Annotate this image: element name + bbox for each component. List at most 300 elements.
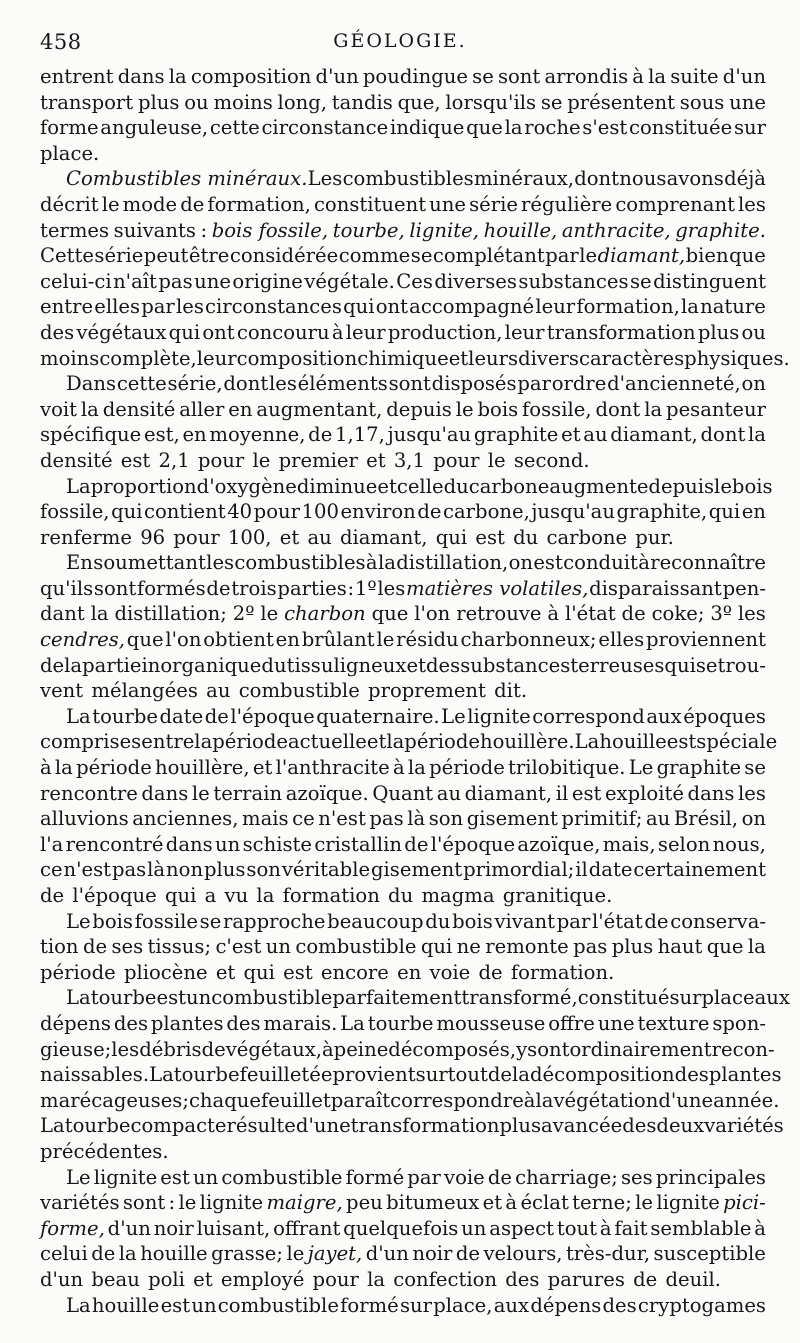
word: La (40, 1114, 65, 1138)
word: celle (396, 474, 444, 498)
word: plantes (150, 1011, 224, 1035)
word: conserva- (670, 909, 766, 933)
word: carbone, (443, 500, 530, 524)
word: la (367, 1267, 386, 1291)
word: Le (66, 1165, 91, 1189)
word: pour (312, 1267, 359, 1291)
word: la (90, 602, 109, 626)
word: la (118, 1242, 137, 1266)
text-line (40, 1190, 766, 1216)
text-line (40, 550, 766, 576)
word: transport (40, 90, 134, 114)
word: à (638, 551, 650, 575)
word: concouru (236, 320, 330, 344)
word: que (706, 935, 744, 959)
text-line (40, 1113, 784, 1139)
text-line (40, 832, 766, 858)
word: bois (731, 474, 773, 498)
word: l'on (165, 628, 202, 652)
word: la (681, 295, 699, 319)
text-line (40, 1062, 782, 1088)
page-number: 458 (40, 30, 82, 54)
word: des (505, 1267, 540, 1291)
word: parties (277, 576, 347, 600)
word: la (54, 756, 73, 780)
word: formation (282, 884, 380, 907)
word: retrouve (456, 602, 542, 626)
word: la (377, 551, 396, 575)
word: lignite (467, 704, 531, 728)
word: par (545, 244, 579, 268)
word: Cette (40, 244, 94, 268)
word: formation. (510, 960, 615, 984)
word: d'un (40, 1267, 84, 1291)
word: le (260, 602, 279, 626)
word: en (228, 397, 253, 421)
word: période (76, 756, 152, 780)
word: texture (637, 1011, 710, 1035)
word: transformé, (461, 986, 578, 1010)
word: 100 (301, 500, 339, 524)
word: qui (664, 653, 696, 677)
word: primordial; (463, 858, 575, 882)
word: son (428, 807, 464, 831)
word: circonstances (205, 295, 342, 319)
running-title: GÉOLOGIE. (333, 30, 467, 52)
word: circonstance (261, 116, 389, 140)
word: anciennes, (132, 807, 239, 831)
word: deux (656, 1114, 705, 1138)
word: l'a (40, 832, 64, 856)
text-line (40, 1037, 775, 1063)
word: bois (452, 909, 493, 933)
word: et (377, 474, 397, 498)
word: maigre, (266, 1191, 343, 1215)
word: à (365, 551, 378, 575)
word: les (175, 295, 204, 319)
word: correspondre (390, 1088, 524, 1112)
text-line (40, 294, 766, 320)
word: qui (168, 320, 201, 344)
word: transformation (546, 320, 696, 344)
word: La (66, 704, 91, 728)
word: nature (700, 295, 766, 319)
word: plus (697, 320, 740, 344)
word: de (206, 576, 231, 600)
word: est (283, 960, 313, 984)
word: jayet, (307, 1242, 363, 1266)
word: de (633, 1267, 658, 1291)
word: le (286, 1242, 305, 1266)
word: déjà (724, 167, 766, 191)
word: obtient (203, 628, 274, 652)
word: rencontre (40, 781, 138, 805)
word: un (461, 1216, 487, 1240)
word: beau (91, 1267, 140, 1291)
word: sont (388, 372, 431, 396)
word: anthracite, (561, 218, 671, 242)
word: pici- (723, 1191, 766, 1215)
word: son (246, 858, 281, 882)
word: entrent (40, 65, 114, 88)
word: l'époque (230, 704, 315, 728)
text-line (40, 678, 766, 704)
word: au (645, 807, 671, 831)
word: tourbe (64, 1114, 131, 1138)
word: se (540, 90, 563, 114)
word: noir (412, 1242, 453, 1266)
word: mousseuse (436, 1011, 546, 1035)
word: on (741, 372, 766, 396)
word: sur (733, 116, 766, 140)
word: en (741, 500, 766, 524)
word: 100, (227, 525, 272, 549)
word: diverses (434, 269, 517, 293)
word: bien (685, 244, 729, 268)
word: semblable (650, 1216, 752, 1240)
word: fait (614, 1216, 648, 1240)
word: un (191, 1293, 217, 1317)
word: termes (40, 218, 110, 242)
text-line (40, 704, 766, 730)
word: période (40, 960, 116, 984)
word: forme, (40, 1216, 105, 1240)
word: du (425, 909, 451, 933)
word: physiques. (684, 346, 790, 370)
word: végétale. (304, 269, 395, 293)
word: dans (687, 781, 735, 805)
word: brûlant (301, 628, 375, 652)
word: et (561, 423, 581, 447)
word: origine (232, 269, 303, 293)
text-line (40, 269, 766, 295)
text-line (40, 115, 766, 141)
word: remonte (485, 935, 569, 959)
word: époques (683, 704, 766, 728)
word: certainement (633, 858, 766, 882)
word: pour (197, 448, 245, 472)
word: la (535, 1088, 554, 1112)
word: graphite (656, 756, 742, 780)
word: du (261, 653, 287, 677)
text-line (40, 1139, 766, 1165)
word: paraît (330, 1088, 391, 1112)
word: on (741, 807, 766, 831)
word: aux (646, 704, 682, 728)
word: série, (167, 372, 223, 396)
word: combustibles (342, 167, 474, 191)
word: ou (184, 90, 209, 114)
word: naissables. (40, 1063, 150, 1087)
word: par (556, 909, 591, 933)
word: indique (389, 116, 465, 140)
word: cette (116, 372, 167, 396)
word: période (404, 730, 480, 754)
word: disparaissant (589, 576, 722, 600)
word: dit. (494, 679, 528, 703)
word: là (407, 807, 426, 831)
word: magma (421, 884, 495, 907)
word: minéraux, (473, 167, 574, 191)
word: La (66, 474, 91, 498)
word: est (120, 448, 151, 472)
word: houille (140, 1242, 208, 1266)
word: rapproche (222, 909, 326, 933)
word: densité (102, 397, 176, 421)
word: ce (292, 807, 315, 831)
word: houille (599, 730, 667, 754)
word: à (40, 756, 52, 780)
word: coke; (651, 602, 705, 626)
word: marécageuses; (40, 1088, 189, 1112)
word: spon- (712, 1011, 766, 1035)
word: variétés (40, 1191, 120, 1215)
word: par (141, 295, 175, 319)
word: diamant, (340, 525, 428, 549)
word: formé (345, 1165, 405, 1189)
word: principales (655, 1165, 766, 1189)
text-line (40, 64, 766, 90)
word: aller (179, 397, 225, 421)
word: végétation (553, 1088, 659, 1112)
word: dans (117, 65, 165, 88)
word: considérée (229, 244, 339, 268)
word: le (487, 448, 506, 472)
word: offrant (273, 1216, 341, 1240)
word: quaternaire. (316, 704, 440, 728)
word: long, (277, 90, 328, 114)
word: de (82, 935, 108, 959)
word: combustible (221, 1165, 343, 1189)
word: combustible (217, 1293, 339, 1317)
word: chaque (188, 1088, 261, 1112)
word: et (448, 346, 469, 370)
word: ligneux (333, 653, 407, 677)
word: aspect (489, 1216, 554, 1240)
word: En (66, 551, 93, 575)
word: d'une (295, 1114, 351, 1138)
word: elles (94, 295, 141, 319)
word: premier (278, 448, 358, 472)
word: houille, (483, 218, 558, 242)
word: tissu (286, 653, 334, 677)
word: pour (173, 525, 220, 549)
word: et (215, 960, 236, 984)
word: La (66, 1293, 91, 1317)
word: éléments (297, 372, 388, 396)
word: n'est (318, 807, 366, 831)
word: terne; (572, 1191, 632, 1215)
word: exploité (604, 781, 684, 805)
word: à (754, 1216, 766, 1240)
word: elles (598, 628, 645, 652)
word: compacte (130, 1114, 227, 1138)
word: les (377, 576, 406, 600)
text-line (40, 141, 766, 167)
word: avancée (541, 1114, 623, 1138)
word: date (159, 704, 204, 728)
word: un (265, 935, 291, 959)
word: des (40, 320, 75, 344)
word: ses (620, 1165, 653, 1189)
word: voie (444, 1165, 485, 1189)
word: alluvions (40, 807, 129, 831)
word: jusqu'au (531, 500, 615, 524)
word: a (204, 884, 217, 907)
word: dont (574, 167, 620, 191)
word: place. (40, 141, 100, 165)
word: Combustibles minéraux. (66, 167, 308, 191)
word: cristallin (314, 832, 402, 856)
word: comme (338, 244, 411, 268)
word: les (737, 602, 766, 626)
word: houillère. (480, 730, 575, 754)
word: rencontré (65, 832, 164, 856)
word: se (472, 65, 494, 88)
word: peu (346, 1191, 383, 1215)
word: des (226, 1011, 261, 1035)
word: de (180, 192, 205, 216)
word: la (648, 65, 667, 88)
text-line (40, 371, 766, 397)
word: inorganique (141, 653, 262, 677)
word: de (308, 423, 333, 447)
word: Le (441, 704, 466, 728)
word: qui (708, 500, 741, 524)
word: ses (111, 935, 144, 959)
word: tout (556, 1216, 598, 1240)
word: d'oxygène (196, 474, 297, 498)
word: bitumeux (386, 1191, 480, 1215)
word: forme (40, 116, 99, 140)
word: pour (433, 448, 480, 472)
text-line (40, 729, 778, 755)
word: sur (669, 986, 702, 1010)
word: parfaitement (332, 986, 462, 1010)
word: que, (397, 90, 441, 114)
word: mélangées (91, 679, 198, 703)
word: pas (369, 807, 404, 831)
text-line (40, 1165, 766, 1191)
word: est (666, 730, 697, 754)
word: divers (518, 346, 579, 370)
word: que (466, 116, 503, 140)
word: celui-ci (40, 269, 112, 293)
text-line (40, 627, 766, 653)
word: matières volatiles, (406, 576, 589, 600)
word: le (635, 1191, 654, 1215)
word: suivants (113, 218, 196, 242)
word: leurs (468, 346, 519, 370)
word: un (192, 1165, 219, 1189)
text-line (40, 857, 766, 883)
word: au (583, 423, 608, 447)
word: beaucoup (327, 909, 424, 933)
word: plus (204, 858, 246, 882)
word: la (168, 65, 187, 88)
word: tourbe (367, 1011, 434, 1035)
word: à (599, 1216, 612, 1240)
word: une (729, 90, 766, 114)
word: recon- (711, 1037, 775, 1061)
word: d'un (365, 1242, 409, 1266)
word: l'état (564, 602, 616, 626)
word: : (168, 1191, 176, 1215)
text-line (40, 422, 766, 448)
word: vivant (494, 909, 556, 933)
word: la (194, 730, 213, 754)
word: tourbe, (332, 218, 405, 242)
word: qui (420, 935, 453, 959)
word: combustibles (234, 551, 366, 575)
word: est (160, 1293, 191, 1317)
word: : (347, 576, 355, 600)
word: de (201, 1037, 226, 1061)
body-text (40, 64, 790, 1318)
word: charbon (284, 602, 366, 626)
word: le (714, 474, 732, 498)
word: comprises (40, 730, 142, 754)
word: cette (209, 116, 260, 140)
word: soumettant (93, 551, 206, 575)
word: primitif; (561, 807, 643, 831)
word: un (186, 986, 212, 1010)
word: est (533, 551, 563, 575)
word: 3,1 (393, 448, 425, 472)
word: de (40, 884, 65, 907)
word: contient (144, 500, 226, 524)
word: lignite (199, 1191, 264, 1215)
word: La (149, 1063, 174, 1087)
word: jusqu'au (387, 423, 472, 447)
word: leur (535, 295, 576, 319)
word: régulière (521, 192, 613, 216)
word: trilobitique. (508, 756, 626, 780)
word: la (64, 653, 83, 677)
text-line (40, 166, 766, 192)
word: avons (666, 167, 724, 191)
word: formés (137, 576, 206, 600)
word: est, (143, 423, 180, 447)
word: graphite (473, 423, 559, 447)
word: et (482, 1191, 503, 1215)
word: ou (741, 320, 766, 344)
word: aux (754, 986, 790, 1010)
word: pour (253, 500, 300, 524)
word: pas (573, 935, 608, 959)
word: une (194, 269, 231, 293)
word: granitique. (502, 884, 613, 907)
word: bois fossile, (211, 218, 329, 242)
word: que (371, 602, 409, 626)
word: de (91, 1242, 116, 1266)
word: 40 (227, 500, 253, 524)
word: la (386, 730, 405, 754)
text-line (40, 192, 766, 218)
word: on (508, 551, 533, 575)
word: gisement (466, 807, 558, 831)
word: nous, (712, 832, 766, 856)
word: de (487, 1165, 513, 1189)
word: 2º (232, 602, 255, 626)
word: ce (40, 858, 63, 882)
word: au (206, 679, 231, 703)
word: le (579, 244, 598, 268)
word: le (252, 448, 271, 472)
word: présentent (567, 90, 675, 114)
word: la (748, 423, 766, 447)
word: de (478, 960, 503, 984)
